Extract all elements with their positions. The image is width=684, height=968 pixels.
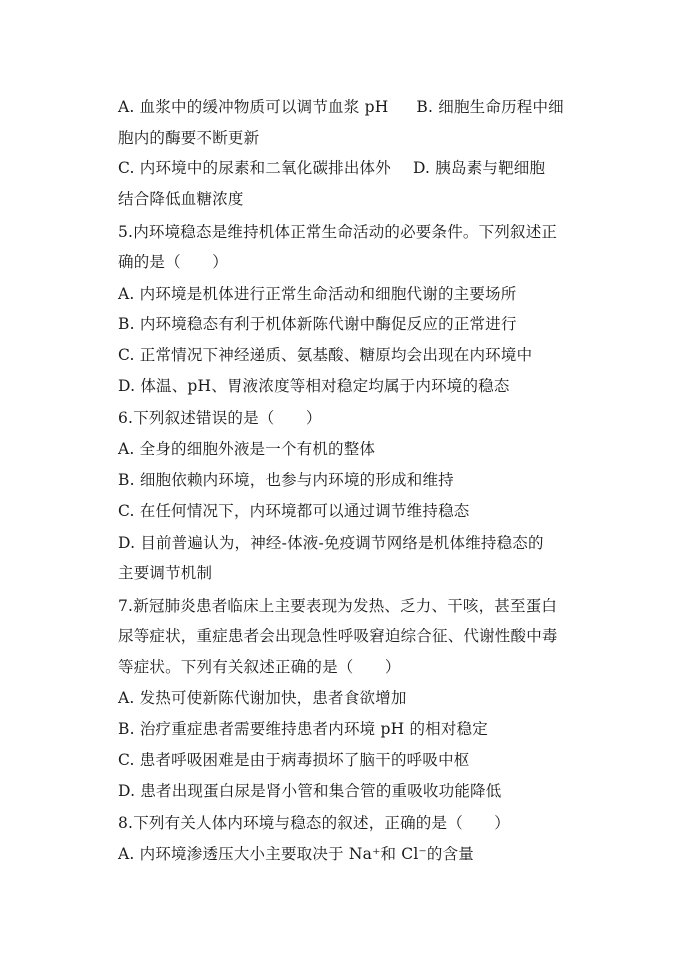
q6-option-a: A. 全身的细胞外液是一个有机的整体 bbox=[118, 440, 376, 458]
q4-option-b-cont: 胞内的酶要不断更新 bbox=[118, 129, 260, 147]
q4-option-a: A. 血浆中的缓冲物质可以调节血浆 pH bbox=[118, 98, 389, 116]
q4-option-c: C. 内环境中的尿素和二氧化碳排出体外 bbox=[118, 159, 391, 177]
q4-options-ab-line bbox=[118, 94, 568, 120]
q7-stem-line-2: 尿等症状，重症患者会出现急性呼吸窘迫综合征、代谢性酸中毒 bbox=[118, 627, 558, 645]
q6-option-c: C. 在任何情况下，内环境都可以通过调节维持稳态 bbox=[118, 502, 470, 520]
q5-option-c: C. 正常情况下神经递质、氨基酸、糖原均会出现在内环境中 bbox=[118, 346, 533, 364]
q5-option-a: A. 内环境是机体进行正常生命活动和细胞代谢的主要场所 bbox=[118, 285, 517, 303]
q5-option-b: B. 内环境稳态有利于机体新陈代谢中酶促反应的正常进行 bbox=[118, 315, 517, 333]
q6-option-d-line-1: D. 目前普遍认为，神经-体液-免疫调节网络是机体维持稳态的 bbox=[118, 534, 544, 552]
q6-option-d-line-2: 主要调节机制 bbox=[118, 564, 213, 582]
q4-option-b-start: B. 细胞生命历程中细 bbox=[416, 98, 564, 116]
q4-option-d-cont: 结合降低血糖浓度 bbox=[118, 190, 244, 208]
q7-option-d: D. 患者出现蛋白尿是肾小管和集合管的重吸收功能降低 bbox=[118, 782, 502, 800]
q7-stem-line-1: 7.新冠肺炎患者临床上主要表现为发热、乏力、干咳，甚至蛋白 bbox=[118, 597, 558, 615]
q5-stem-line-2: 确的是（ ） bbox=[118, 253, 228, 271]
q8-option-a: A. 内环境渗透压大小主要取决于 Na⁺和 Cl⁻的含量 bbox=[118, 845, 474, 863]
q4-options-cd-line bbox=[118, 155, 568, 181]
q5-option-d: D. 体温、pH、胃液浓度等相对稳定均属于内环境的稳态 bbox=[118, 377, 510, 395]
q4-option-d-start: D. 胰岛素与靶细胞 bbox=[412, 159, 546, 177]
q8-stem: 8.下列有关人体内环境与稳态的叙述，正确的是（ ） bbox=[118, 814, 510, 832]
q7-option-c: C. 患者呼吸困难是由于病毒损坏了脑干的呼吸中枢 bbox=[118, 751, 470, 769]
q5-stem-line-1: 5.内环境稳态是维持机体正常生命活动的必要条件。下列叙述正 bbox=[118, 223, 558, 241]
q7-option-b: B. 治疗重症患者需要维持患者内环境 pH 的相对稳定 bbox=[118, 720, 488, 738]
q6-stem: 6.下列叙述错误的是（ ） bbox=[118, 409, 322, 427]
q7-stem-line-3: 等症状。下列有关叙述正确的是（ ） bbox=[118, 658, 401, 676]
q6-option-b: B. 细胞依赖内环境，也参与内环境的形成和维持 bbox=[118, 471, 454, 489]
q7-option-a: A. 发热可使新陈代谢加快，患者食欲增加 bbox=[118, 689, 407, 707]
